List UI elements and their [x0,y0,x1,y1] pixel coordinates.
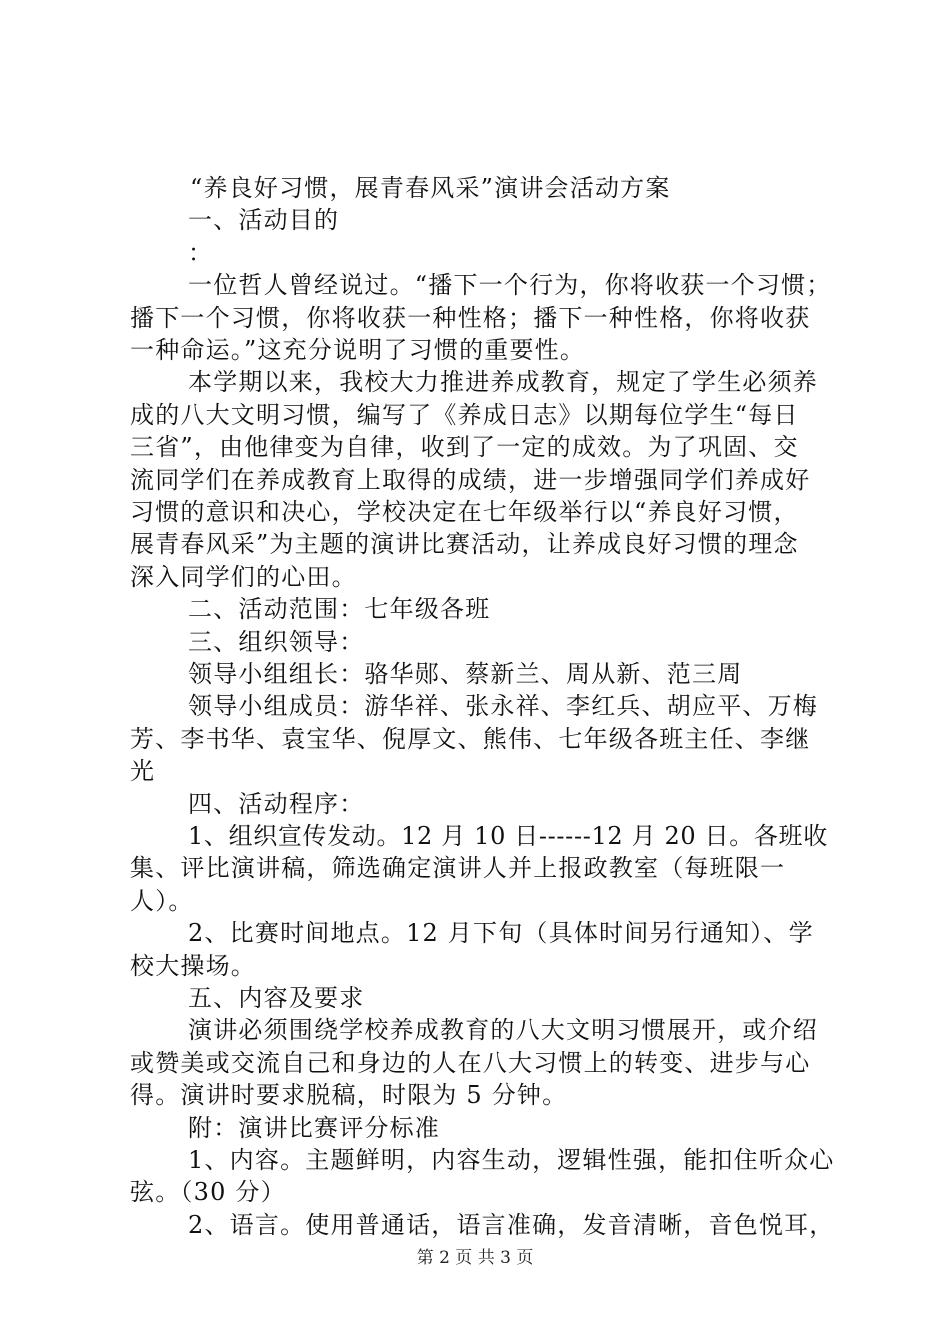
document-line: 集、评比演讲稿，筛选确定演讲人并上报政教室（每班限一 [130,854,786,883]
document-line: 成的八大文明习惯，编写了《养成日志》以期每位学生“每日 [130,400,799,429]
document-line: 习惯的意识和决心，学校决定在七年级举行以“养良好习惯， [130,498,799,526]
document-line: 演讲必须围绕学校养成教育的八大文明习惯展开，或介绍 [188,1016,818,1045]
document-line: 弦。（30 分） [130,1178,286,1207]
document-line: 2、比赛时间地点。12 月下旬（具体时间另行通知）、学 [188,919,814,948]
document-line: 1、组织宣传发动。12 月 10 日------12 月 20 日。各班收 [188,822,828,850]
document-line: 光 [130,757,156,786]
document-line: 领导小组组长：骆华郧、蔡新兰、周从新、范三周 [188,660,743,688]
document-line: 二、活动范围：七年级各班 [188,595,491,624]
document-line: 四、活动程序： [188,789,365,818]
document-line: 领导小组成员：游华祥、张永祥、李红兵、胡应平、万梅 [188,692,818,721]
document-line: “养良好习惯，展青春风采”演讲会活动方案 [190,174,671,202]
document-line: 1、内容。主题鲜明，内容生动，逻辑性强，能扣住听众心 [188,1146,835,1174]
document-line: 校大操场。 [130,951,256,980]
document-line: 芳、李书华、袁宝华、倪厚文、熊伟、七年级各班主任、李继 [130,724,811,753]
document-line: 本学期以来，我校大力推进养成教育，规定了学生必须养 [188,368,818,397]
document-line: ： [188,238,214,267]
document-line: 播下一个习惯，你将收获一种性格；播下一种性格，你将收获 [130,303,811,332]
document-line: 三、组织领导： [188,627,365,656]
document-line: 五、内容及要求 [188,984,365,1012]
document-line: 一、活动目的 [188,206,340,235]
document-line: 2、语言。使用普通话，语言准确，发音清晰，音色悦耳， [188,1210,835,1239]
document-line: 深入同学们的心田。 [130,562,357,591]
document-line: 附：演讲比赛评分标准 [188,1113,440,1142]
document-line: 三省”，由他律变为自律，收到了一定的成效。为了巩固、交 [130,433,799,462]
document-line: 人）。 [130,886,194,915]
document-line: 或赞美或交流自己和身边的人在八大习惯上的转变、进步与心 [130,1048,811,1077]
document-line: 得。演讲时要求脱稿，时限为 5 分钟。 [130,1081,568,1110]
document-line: 一位哲人曾经说过。“播下一个行为，你将收获一个习惯； [188,271,832,300]
page-number-label: 第 2 页 共 3 页 [416,1248,534,1268]
document-line: 展青春风采”为主题的演讲比赛活动，让养成良好习惯的理念 [130,530,799,559]
document-line: 流同学们在养成教育上取得的成绩，进一步增强同学们养成好 [130,465,811,494]
page-footer [0,1243,950,1268]
document-line: 一种命运。”这充分说明了习惯的重要性。 [130,336,586,364]
